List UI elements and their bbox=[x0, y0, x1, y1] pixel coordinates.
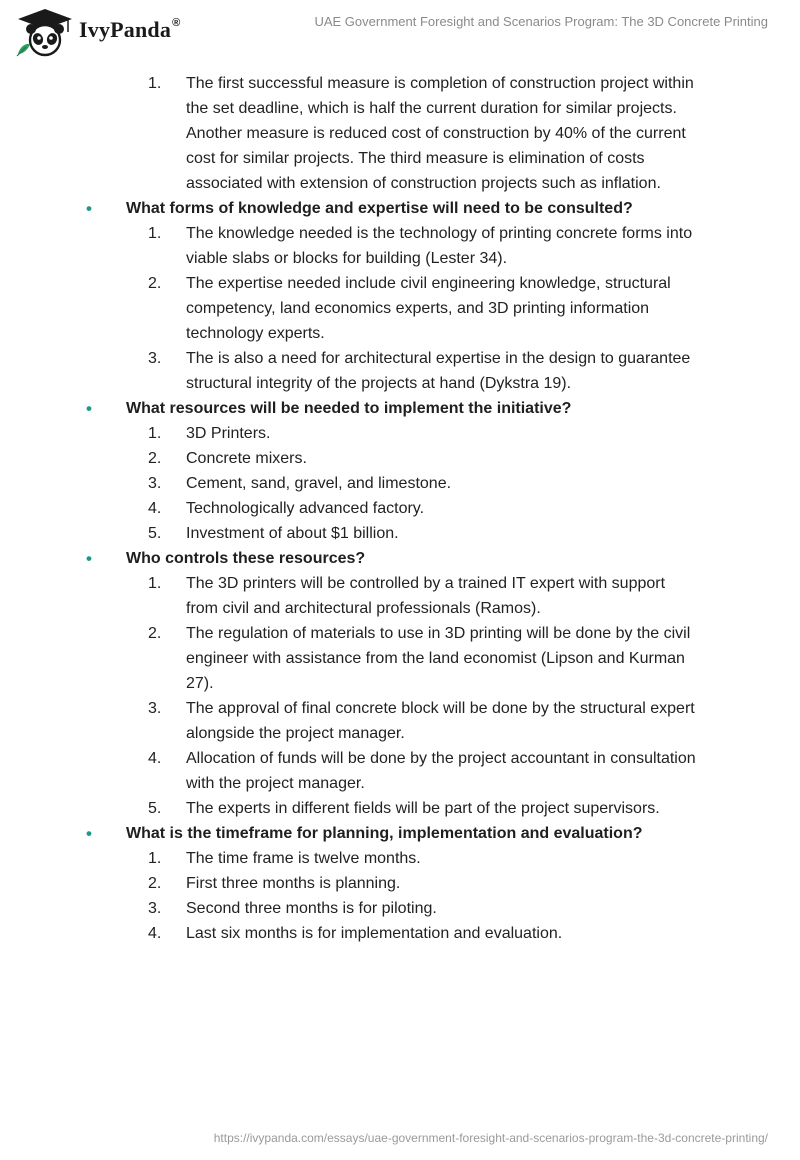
list-text: associated with extension of construction projects such as inflation. bbox=[186, 175, 661, 192]
question-line bbox=[0, 396, 800, 421]
question-heading: Who controls these resources? bbox=[126, 550, 366, 567]
list-item bbox=[0, 896, 800, 921]
list-number: 3. bbox=[148, 350, 162, 367]
list-item bbox=[0, 521, 800, 546]
list-item bbox=[0, 871, 800, 896]
list-number: 3. bbox=[148, 475, 162, 492]
list-text: Last six months is for implementation and evaluation. bbox=[186, 925, 563, 942]
list-item bbox=[0, 846, 800, 871]
list-number: 3. bbox=[148, 700, 162, 717]
text-line bbox=[0, 896, 800, 921]
text-line bbox=[0, 271, 800, 296]
text-line bbox=[0, 871, 800, 896]
text-line bbox=[0, 221, 800, 246]
list-item bbox=[0, 71, 800, 196]
list-text: with the project manager. bbox=[186, 775, 365, 792]
list-text: technology experts. bbox=[186, 325, 325, 342]
list-text: The regulation of materials to use in 3D printing will be done by the civil bbox=[186, 625, 691, 642]
list-text: structural integrity of the projects at hand (Dykstra 19). bbox=[186, 375, 572, 392]
text-line bbox=[0, 346, 800, 371]
list-item bbox=[0, 471, 800, 496]
text-line bbox=[0, 296, 800, 321]
text-line bbox=[0, 696, 800, 721]
list-text: engineer with assistance from the land economist (Lipson and Kurman bbox=[186, 650, 685, 667]
text-line bbox=[0, 121, 800, 146]
text-line bbox=[0, 846, 800, 871]
list-item bbox=[0, 571, 800, 621]
text-line bbox=[0, 746, 800, 771]
list-text: alongside the project manager. bbox=[186, 725, 405, 742]
list-text: First three months is planning. bbox=[186, 875, 401, 892]
list-item bbox=[0, 621, 800, 696]
list-text: The knowledge needed is the technology of printing concrete forms into bbox=[186, 225, 693, 242]
list-text: The time frame is twelve months. bbox=[186, 850, 421, 867]
list-number: 1. bbox=[148, 850, 162, 867]
question-section bbox=[0, 821, 800, 946]
list-item bbox=[0, 271, 800, 346]
list-text: the set deadline, which is half the current duration for similar projects. bbox=[186, 100, 677, 117]
list-text: 3D Printers. bbox=[186, 425, 271, 442]
text-line bbox=[0, 146, 800, 171]
list-number: 1. bbox=[148, 575, 162, 592]
question-section bbox=[0, 196, 800, 396]
list-item bbox=[0, 921, 800, 946]
list-number: 3. bbox=[148, 900, 162, 917]
list-number: 4. bbox=[148, 925, 162, 942]
list-item bbox=[0, 346, 800, 396]
text-line bbox=[0, 446, 800, 471]
list-text: The first successful measure is completion of construction project within bbox=[186, 75, 694, 92]
list-item bbox=[0, 446, 800, 471]
list-number: 1. bbox=[148, 225, 162, 242]
list-number: 2. bbox=[148, 450, 162, 467]
text-line bbox=[0, 496, 800, 521]
text-line bbox=[0, 371, 800, 396]
question-line bbox=[0, 821, 800, 846]
text-line bbox=[0, 646, 800, 671]
text-line bbox=[0, 596, 800, 621]
list-number: 5. bbox=[148, 525, 162, 542]
bullet-icon: • bbox=[86, 549, 92, 568]
list-text: The is also a need for architectural expertise in the design to guarantee bbox=[186, 350, 691, 367]
text-line bbox=[0, 171, 800, 196]
list-item bbox=[0, 796, 800, 821]
document-title: UAE Government Foresight and Scenarios Program: The 3D Concrete Printing bbox=[314, 14, 768, 29]
list-text: The experts in different fields will be part of the project supervisors. bbox=[186, 800, 660, 817]
panda-logo-icon[interactable] bbox=[14, 8, 76, 58]
text-line bbox=[0, 246, 800, 271]
list-number: 2. bbox=[148, 875, 162, 892]
text-line bbox=[0, 771, 800, 796]
text-line bbox=[0, 521, 800, 546]
list-text: cost for similar projects. The third measure is elimination of costs bbox=[186, 150, 645, 167]
question-heading: What forms of knowledge and expertise will need to be consulted? bbox=[126, 200, 633, 217]
list-number: 4. bbox=[148, 500, 162, 517]
logo-wordmark[interactable]: IvyPanda® bbox=[79, 16, 181, 42]
list-text: Another measure is reduced cost of construction by 40% of the current bbox=[186, 125, 686, 142]
bullet-icon: • bbox=[86, 824, 92, 843]
list-text: Concrete mixers. bbox=[186, 450, 307, 467]
page-header bbox=[0, 0, 800, 64]
list-text: Technologically advanced factory. bbox=[186, 500, 425, 517]
text-line bbox=[0, 96, 800, 121]
question-heading: What is the timeframe for planning, implementation and evaluation? bbox=[126, 825, 643, 842]
list-number: 4. bbox=[148, 750, 162, 767]
list-text: from civil and architectural professionals (Ramos). bbox=[186, 600, 541, 617]
essay-content bbox=[0, 71, 800, 946]
list-text: The 3D printers will be controlled by a trained IT expert with support bbox=[186, 575, 666, 592]
text-line bbox=[0, 796, 800, 821]
question-line bbox=[0, 196, 800, 221]
list-text: Cement, sand, gravel, and limestone. bbox=[186, 475, 452, 492]
text-line bbox=[0, 621, 800, 646]
list-number: 2. bbox=[148, 275, 162, 292]
text-line bbox=[0, 71, 800, 96]
list-number: 1. bbox=[148, 425, 162, 442]
list-item bbox=[0, 746, 800, 796]
text-line bbox=[0, 471, 800, 496]
list-text: 27). bbox=[186, 675, 214, 692]
list-number: 2. bbox=[148, 625, 162, 642]
text-line bbox=[0, 921, 800, 946]
text-line bbox=[0, 571, 800, 596]
source-url[interactable]: https://ivypanda.com/essays/uae-government-foresight-and-scenarios-program-the-3d-concrete-printing/ bbox=[213, 1131, 768, 1145]
list-text: competency, land economics experts, and 3D printing information bbox=[186, 300, 650, 317]
list-number: 1. bbox=[148, 75, 162, 92]
question-line bbox=[0, 546, 800, 571]
list-item bbox=[0, 696, 800, 746]
list-text: Second three months is for piloting. bbox=[186, 900, 437, 917]
list-text: viable slabs or blocks for building (Lester 34). bbox=[186, 250, 508, 267]
list-text: Allocation of funds will be done by the project accountant in consultation bbox=[186, 750, 696, 767]
text-line bbox=[0, 321, 800, 346]
list-number: 5. bbox=[148, 800, 162, 817]
text-line bbox=[0, 421, 800, 446]
list-text: Investment of about $1 billion. bbox=[186, 525, 399, 542]
question-section bbox=[0, 396, 800, 546]
list-text: The approval of final concrete block will be done by the structural expert bbox=[186, 700, 695, 717]
list-item bbox=[0, 421, 800, 446]
question-section bbox=[0, 546, 800, 821]
registered-mark: ® bbox=[172, 16, 181, 29]
bullet-icon: • bbox=[86, 399, 92, 418]
list-text: The expertise needed include civil engineering knowledge, structural bbox=[186, 275, 671, 292]
question-heading: What resources will be needed to implement the initiative? bbox=[126, 400, 572, 417]
list-item bbox=[0, 221, 800, 271]
bullet-icon: • bbox=[86, 199, 92, 218]
text-line bbox=[0, 721, 800, 746]
text-line bbox=[0, 671, 800, 696]
list-item bbox=[0, 496, 800, 521]
